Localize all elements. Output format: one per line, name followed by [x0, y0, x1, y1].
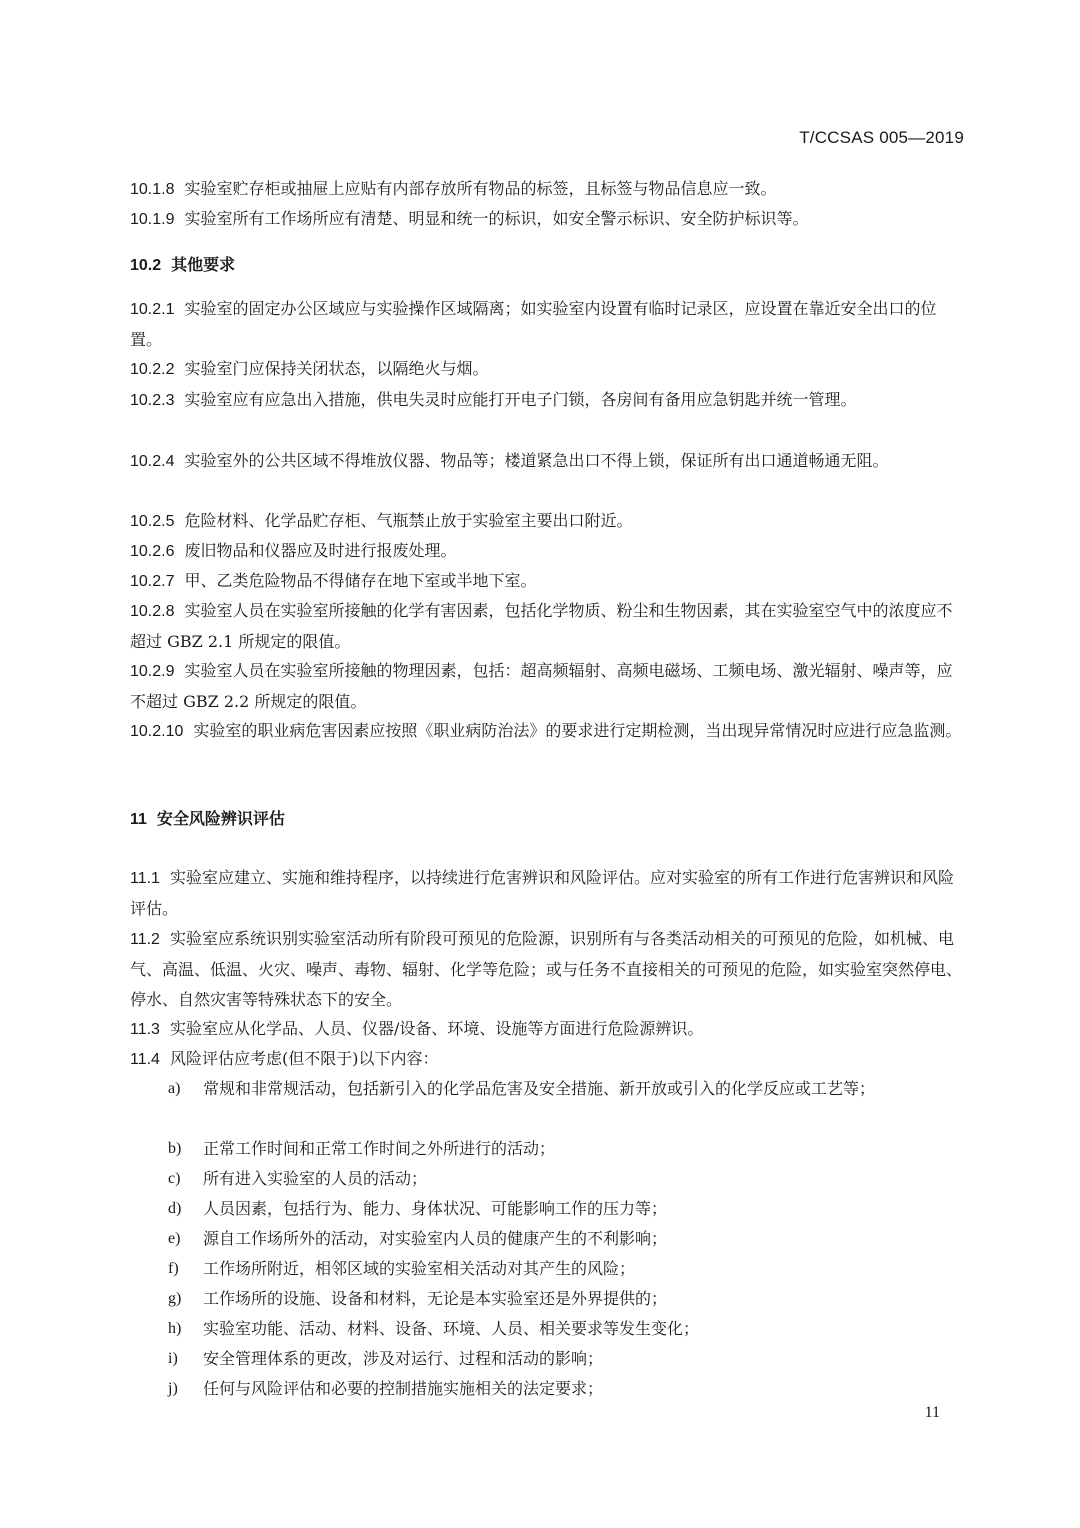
clause-number: 11.4	[130, 1051, 160, 1068]
clause-10-2-10	[130, 716, 966, 747]
clause-11-1	[130, 863, 966, 924]
list-item-i	[168, 1344, 966, 1374]
list-text: 任何与风险评估和必要的控制措施实施相关的法定要求；	[203, 1379, 604, 1398]
clause-text: 实验室人员在实验室所接触的化学有害因素，包括化学物质、粉尘和生物因素，其在实验室空气中的浓度应不超过 GBZ 2.1 所规定的限值。	[130, 601, 953, 651]
clause-number: 10.1.9	[130, 211, 175, 228]
list-text: 正常工作时间和正常工作时间之外所进行的活动；	[203, 1139, 556, 1158]
clause-text: 危险材料、化学品贮存柜、气瓶禁止放于实验室主要出口附近。	[184, 511, 633, 530]
list-item-h	[168, 1314, 966, 1344]
clause-number: 11.2	[130, 931, 160, 948]
clause-10-2-2	[130, 354, 966, 385]
list-item-e	[168, 1224, 966, 1254]
clause-number: 10.1.8	[130, 181, 175, 198]
clause-10-2-4	[130, 446, 966, 477]
clause-number: 10.2.1	[130, 301, 175, 318]
clause-number: 10.2.8	[130, 603, 175, 620]
heading-number: 11	[130, 811, 147, 828]
list-marker: f)	[168, 1260, 179, 1277]
list-text: 工作场所的设施、设备和材料，无论是本实验室还是外界提供的；	[203, 1289, 668, 1308]
clause-11-3	[130, 1014, 966, 1045]
list-item-d	[168, 1194, 966, 1224]
clause-10-2-7	[130, 566, 966, 597]
list-text: 工作场所附近，相邻区域的实验室相关活动对其产生的风险；	[203, 1259, 636, 1278]
list-item-f	[168, 1254, 966, 1284]
clause-text: 实验室应有应急出入措施，供电失灵时应能打开电子门锁，各房间有备用应急钥匙并统一管理。	[184, 390, 857, 409]
page-number: 11	[924, 1404, 940, 1421]
clause-11-2	[130, 924, 966, 1015]
clause-10-2-3	[130, 385, 966, 416]
list-marker: i)	[168, 1350, 178, 1367]
clause-text: 甲、乙类危险物品不得储存在地下室或半地下室。	[184, 571, 537, 590]
clause-10-2-8	[130, 596, 966, 657]
list-marker: h)	[168, 1320, 182, 1337]
list-marker: d)	[168, 1200, 182, 1217]
clause-number: 10.2.4	[130, 453, 175, 470]
clause-number: 10.2.9	[130, 663, 175, 680]
clause-text: 实验室门应保持关闭状态，以隔绝火与烟。	[184, 359, 489, 378]
list-text: 常规和非常规活动，包括新引入的化学品危害及安全措施、新开放或引入的化学反应或工艺等；	[203, 1079, 876, 1098]
list-text: 安全管理体系的更改，涉及对运行、过程和活动的影响；	[203, 1349, 604, 1368]
list-item-g	[168, 1284, 966, 1314]
clause-11-4	[130, 1044, 966, 1075]
clause-number: 11.3	[130, 1021, 160, 1038]
list-text: 源自工作场所外的活动，对实验室内人员的健康产生的不利影响；	[203, 1229, 668, 1248]
clause-10-1-8	[130, 174, 966, 205]
clause-number: 10.2.5	[130, 513, 175, 530]
list-item-c	[168, 1164, 966, 1194]
clause-number: 10.2.2	[130, 361, 175, 378]
list-marker: b)	[168, 1140, 182, 1157]
list-item-b	[168, 1134, 966, 1164]
clause-text: 实验室的固定办公区域应与实验操作区域隔离；如实验室内设置有临时记录区，应设置在靠近安全出口的位置。	[130, 299, 937, 349]
clause-10-2-5	[130, 506, 966, 537]
clause-number: 11.1	[130, 870, 160, 887]
clause-text: 实验室外的公共区域不得堆放仪器、物品等；楼道紧急出口不得上锁，保证所有出口通道畅通无阻。	[184, 451, 889, 470]
clause-text: 实验室应建立、实施和维持程序，以持续进行危害辨识和风险评估。应对实验室的所有工作进行危害辨识和风险评估。	[130, 868, 954, 918]
clause-text: 风险评估应考虑(但不限于)以下内容：	[169, 1049, 439, 1068]
clause-text: 实验室人员在实验室所接触的物理因素，包括：超高频辐射、高频电磁场、工频电场、激光辐射、噪声等，应不超过 GBZ 2.2 所规定的限值。	[130, 661, 953, 711]
list-marker: g)	[168, 1290, 182, 1307]
list-marker: j)	[168, 1380, 178, 1397]
list-text: 实验室功能、活动、材料、设备、环境、人员、相关要求等发生变化；	[203, 1319, 700, 1338]
clause-text: 实验室所有工作场所应有清楚、明显和统一的标识，如安全警示标识、安全防护标识等。	[184, 209, 809, 228]
heading-title: 安全风险辨识评估	[156, 809, 285, 828]
clause-10-2-1	[130, 294, 966, 355]
list-item-j	[168, 1374, 966, 1404]
heading-title: 其他要求	[171, 255, 236, 274]
heading-number: 10.2	[130, 257, 162, 274]
clause-text: 实验室贮存柜或抽屉上应贴有内部存放所有物品的标签，且标签与物品信息应一致。	[184, 179, 777, 198]
list-marker: c)	[168, 1170, 181, 1187]
list-marker: a)	[168, 1080, 181, 1097]
clause-number: 10.2.10	[130, 723, 184, 740]
clause-10-2-9	[130, 656, 966, 717]
list-text: 所有进入实验室的人员的活动；	[203, 1169, 428, 1188]
heading-11	[130, 804, 966, 835]
clause-number: 10.2.7	[130, 573, 175, 590]
clause-text: 实验室的职业病危害因素应按照《职业病防治法》的要求进行定期检测，当出现异常情况时应进行应急监测。	[193, 721, 962, 740]
clause-10-1-9	[130, 204, 966, 235]
list-text: 人员因素，包括行为、能力、身体状况、可能影响工作的压力等；	[203, 1199, 668, 1218]
clause-10-2-6	[130, 536, 966, 567]
list-item-a	[168, 1074, 966, 1104]
clause-number: 10.2.6	[130, 543, 175, 560]
clause-text: 废旧物品和仪器应及时进行报废处理。	[184, 541, 457, 560]
clause-text: 实验室应系统识别实验室活动所有阶段可预见的危险源，识别所有与各类活动相关的可预见的危险，如机械、电气、高温、低温、火灾、噪声、毒物、辐射、化学等危险；或与任务不直接相关的可预见的危险，如实验室突然停电、停水、自然灾害等特殊状态下的安全。	[130, 929, 963, 1009]
list-marker: e)	[168, 1230, 181, 1247]
clause-text: 实验室应从化学品、人员、仪器/设备、环境、设施等方面进行危险源辨识。	[169, 1019, 704, 1038]
heading-10-2	[130, 250, 966, 281]
document-code: T/CCSAS 005—2019	[799, 128, 964, 147]
clause-number: 10.2.3	[130, 392, 175, 409]
